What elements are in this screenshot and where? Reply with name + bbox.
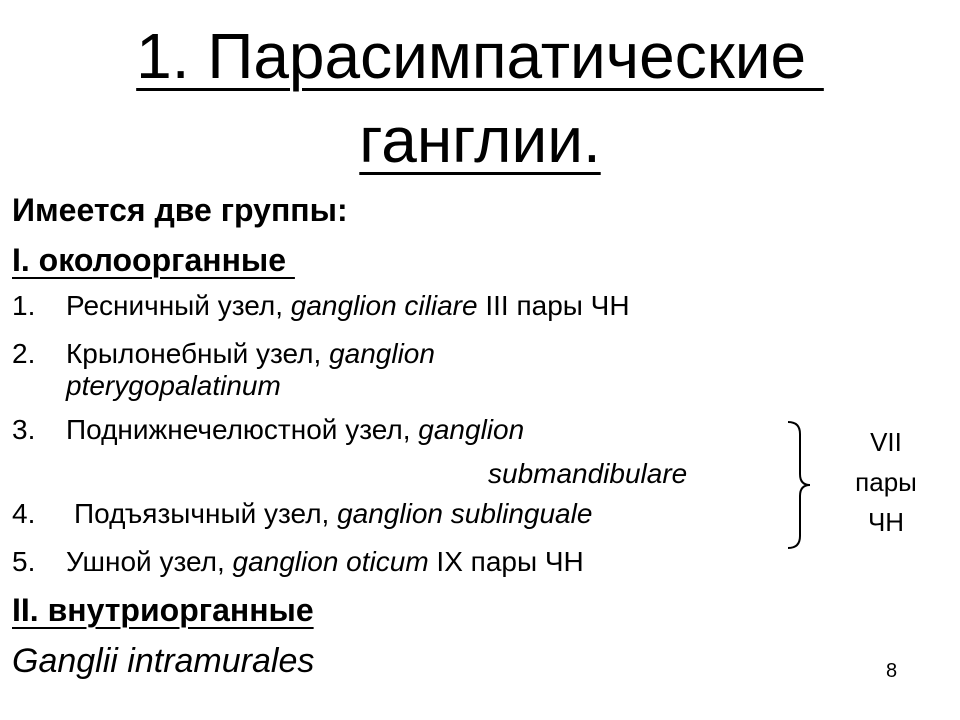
item-ru-text: Подъязычный узел, (74, 498, 338, 529)
item-latin-name: ganglion oticum (232, 546, 429, 577)
list-item-number: 3. (12, 414, 36, 445)
curly-brace-icon (786, 420, 812, 550)
list-item-number: 1. (12, 290, 36, 321)
title-line-1: 1. Парасимпатические (136, 20, 824, 92)
item-latin-name: ganglion (329, 338, 435, 369)
item-ru-text: Поднижнечелюстной узел, (66, 414, 419, 445)
list-item-text (66, 290, 630, 322)
list-item-4-number: 4. (12, 498, 36, 529)
group2-heading: II. внутриорганные (12, 592, 314, 628)
item-suffix: IX пары ЧН (428, 546, 584, 577)
title-line-2: ганглии. (359, 104, 601, 176)
list-item-text (66, 414, 524, 446)
item-latin-name: ganglion sublinguale (337, 498, 593, 529)
item-ru-text: Ресничный узел, (66, 290, 291, 321)
item-ru-text: Ушной узел, (66, 546, 233, 577)
item-ru-text: Крылонебный узел, (66, 338, 330, 369)
list-item-text (66, 546, 584, 578)
item-suffix: III пары ЧН (477, 290, 630, 321)
group1-heading: I. околоорганные (12, 242, 295, 278)
bracket-label-line: VII (870, 427, 902, 457)
bracket-label-line: ЧН (867, 507, 905, 537)
page-number: 8 (886, 660, 898, 682)
item-latin-name: ganglion (418, 414, 525, 445)
list-item-text (66, 338, 435, 370)
item-latin-name: ganglion ciliare (290, 290, 478, 321)
intro-text: Имеется две группы: (12, 192, 348, 228)
item-latin-name-cont: submandibulare (488, 458, 688, 489)
list-item-4 (74, 498, 592, 530)
group2-latin: Ganglii intramurales (12, 642, 315, 680)
item-latin-name-cont: pterygopalatinum (66, 370, 281, 401)
bracket-label-line: пары (855, 467, 917, 497)
list-item-number: 5. (12, 546, 36, 577)
list-item-number: 2. (12, 338, 36, 369)
bracket-label (836, 422, 936, 542)
